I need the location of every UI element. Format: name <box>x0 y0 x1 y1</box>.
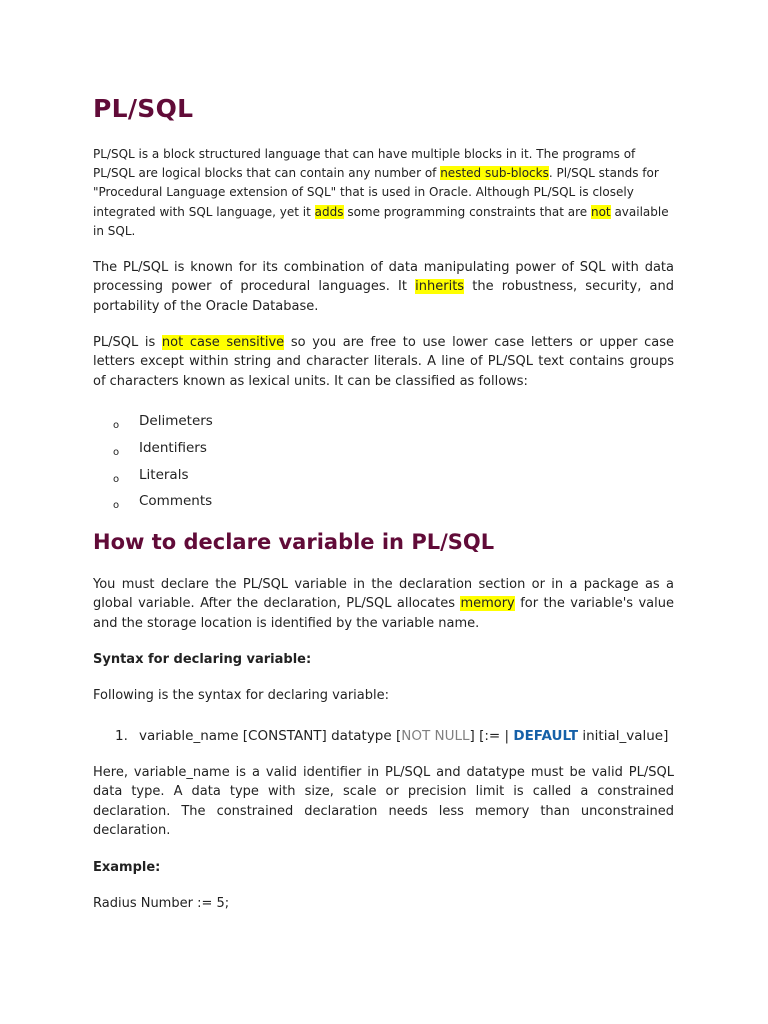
syntax-part-1: variable_name [CONSTANT] datatype [ <box>139 728 402 744</box>
lexical-units-list <box>113 411 213 518</box>
list-item-label: Literals <box>139 466 189 483</box>
list-item-label: Comments <box>139 493 213 510</box>
syntax-not-null: NOT NULL <box>401 728 470 744</box>
paragraph-declare <box>93 575 674 633</box>
intro-text-1: PL/SQL is a block structured language that can have multiple blocks in it. The programs of PL/SQL are logical blocks that can contain any number of <box>93 147 636 181</box>
example-heading: Example: <box>93 860 161 875</box>
highlight-not-case-sensitive: not case sensitive <box>161 335 285 350</box>
syntax-heading: Syntax for declaring variable: <box>93 652 312 667</box>
list-item <box>113 465 213 492</box>
highlight-nested-sub-blocks: nested sub-blocks <box>440 166 549 181</box>
syntax-intro: Following is the syntax for declaring variable: <box>93 688 389 703</box>
intro-paragraph <box>93 145 674 241</box>
paragraph-combination <box>93 258 674 316</box>
syntax-default-keyword: DEFAULT <box>513 728 579 744</box>
bullet-marker: o <box>113 446 120 458</box>
list-item <box>113 491 213 518</box>
intro-text-2: . Pl/SQL stands for "Procedural Language extension of SQL" that is used in Oracle. Although PL/SQL is closely integrated with SQL language, yet it <box>93 166 659 219</box>
example-code: Radius Number := 5; <box>93 896 230 911</box>
syntax-part-3: initial_value] <box>578 728 669 744</box>
para2-text-2: the robustness, security, and portability of the Oracle Database. <box>93 279 674 314</box>
list-item <box>113 438 213 465</box>
highlight-adds: adds <box>314 204 344 219</box>
list-item-label: Delimeters <box>139 413 213 429</box>
highlight-inherits: inherits <box>415 279 465 295</box>
para2-text-1: The PL/SQL is known for its combination of data manipulating power of SQL with data processing power of procedural languages. It <box>93 260 674 295</box>
syntax-code-line <box>115 726 668 746</box>
bullet-marker: o <box>113 473 120 485</box>
intro-text-4: available in SQL. <box>93 204 669 238</box>
highlight-memory: memory <box>460 596 515 612</box>
para4-text-2: for the variable's value and the storage location is identified by the variable name. <box>93 596 674 631</box>
para3-text-2: so you are free to use lower case letters or upper case letters except within string and character literals. A line of PL/SQL text contains groups of characters known as lexical units. It can be classified as follows: <box>93 335 674 389</box>
syntax-part-2: ] [:= | <box>469 728 514 744</box>
paragraph-case-sensitivity <box>93 333 674 391</box>
intro-text-3: some programming constraints that are <box>343 204 591 219</box>
list-number: 1. <box>115 728 128 744</box>
list-item <box>113 411 213 438</box>
highlight-not: not <box>590 204 611 219</box>
para3-text-1: PL/SQL is <box>93 335 162 350</box>
paragraph-constrained: Here, variable_name is a valid identifier in PL/SQL and datatype must be valid PL/SQL data type. A data type with size, scale or precision limit is called a constrained declaration. The constrained declaration needs less memory than unconstrained declaration. <box>93 765 674 838</box>
para4-text-1: You must declare the PL/SQL variable in the declaration section or in a package as a global variable. After the declaration, PL/SQL allocates <box>93 577 674 612</box>
page-title: PL/SQL <box>93 94 194 123</box>
bullet-marker: o <box>113 500 120 512</box>
list-item-label: Identifiers <box>139 439 207 456</box>
section-heading: How to declare variable in PL/SQL <box>93 530 495 554</box>
bullet-marker: o <box>113 420 120 431</box>
